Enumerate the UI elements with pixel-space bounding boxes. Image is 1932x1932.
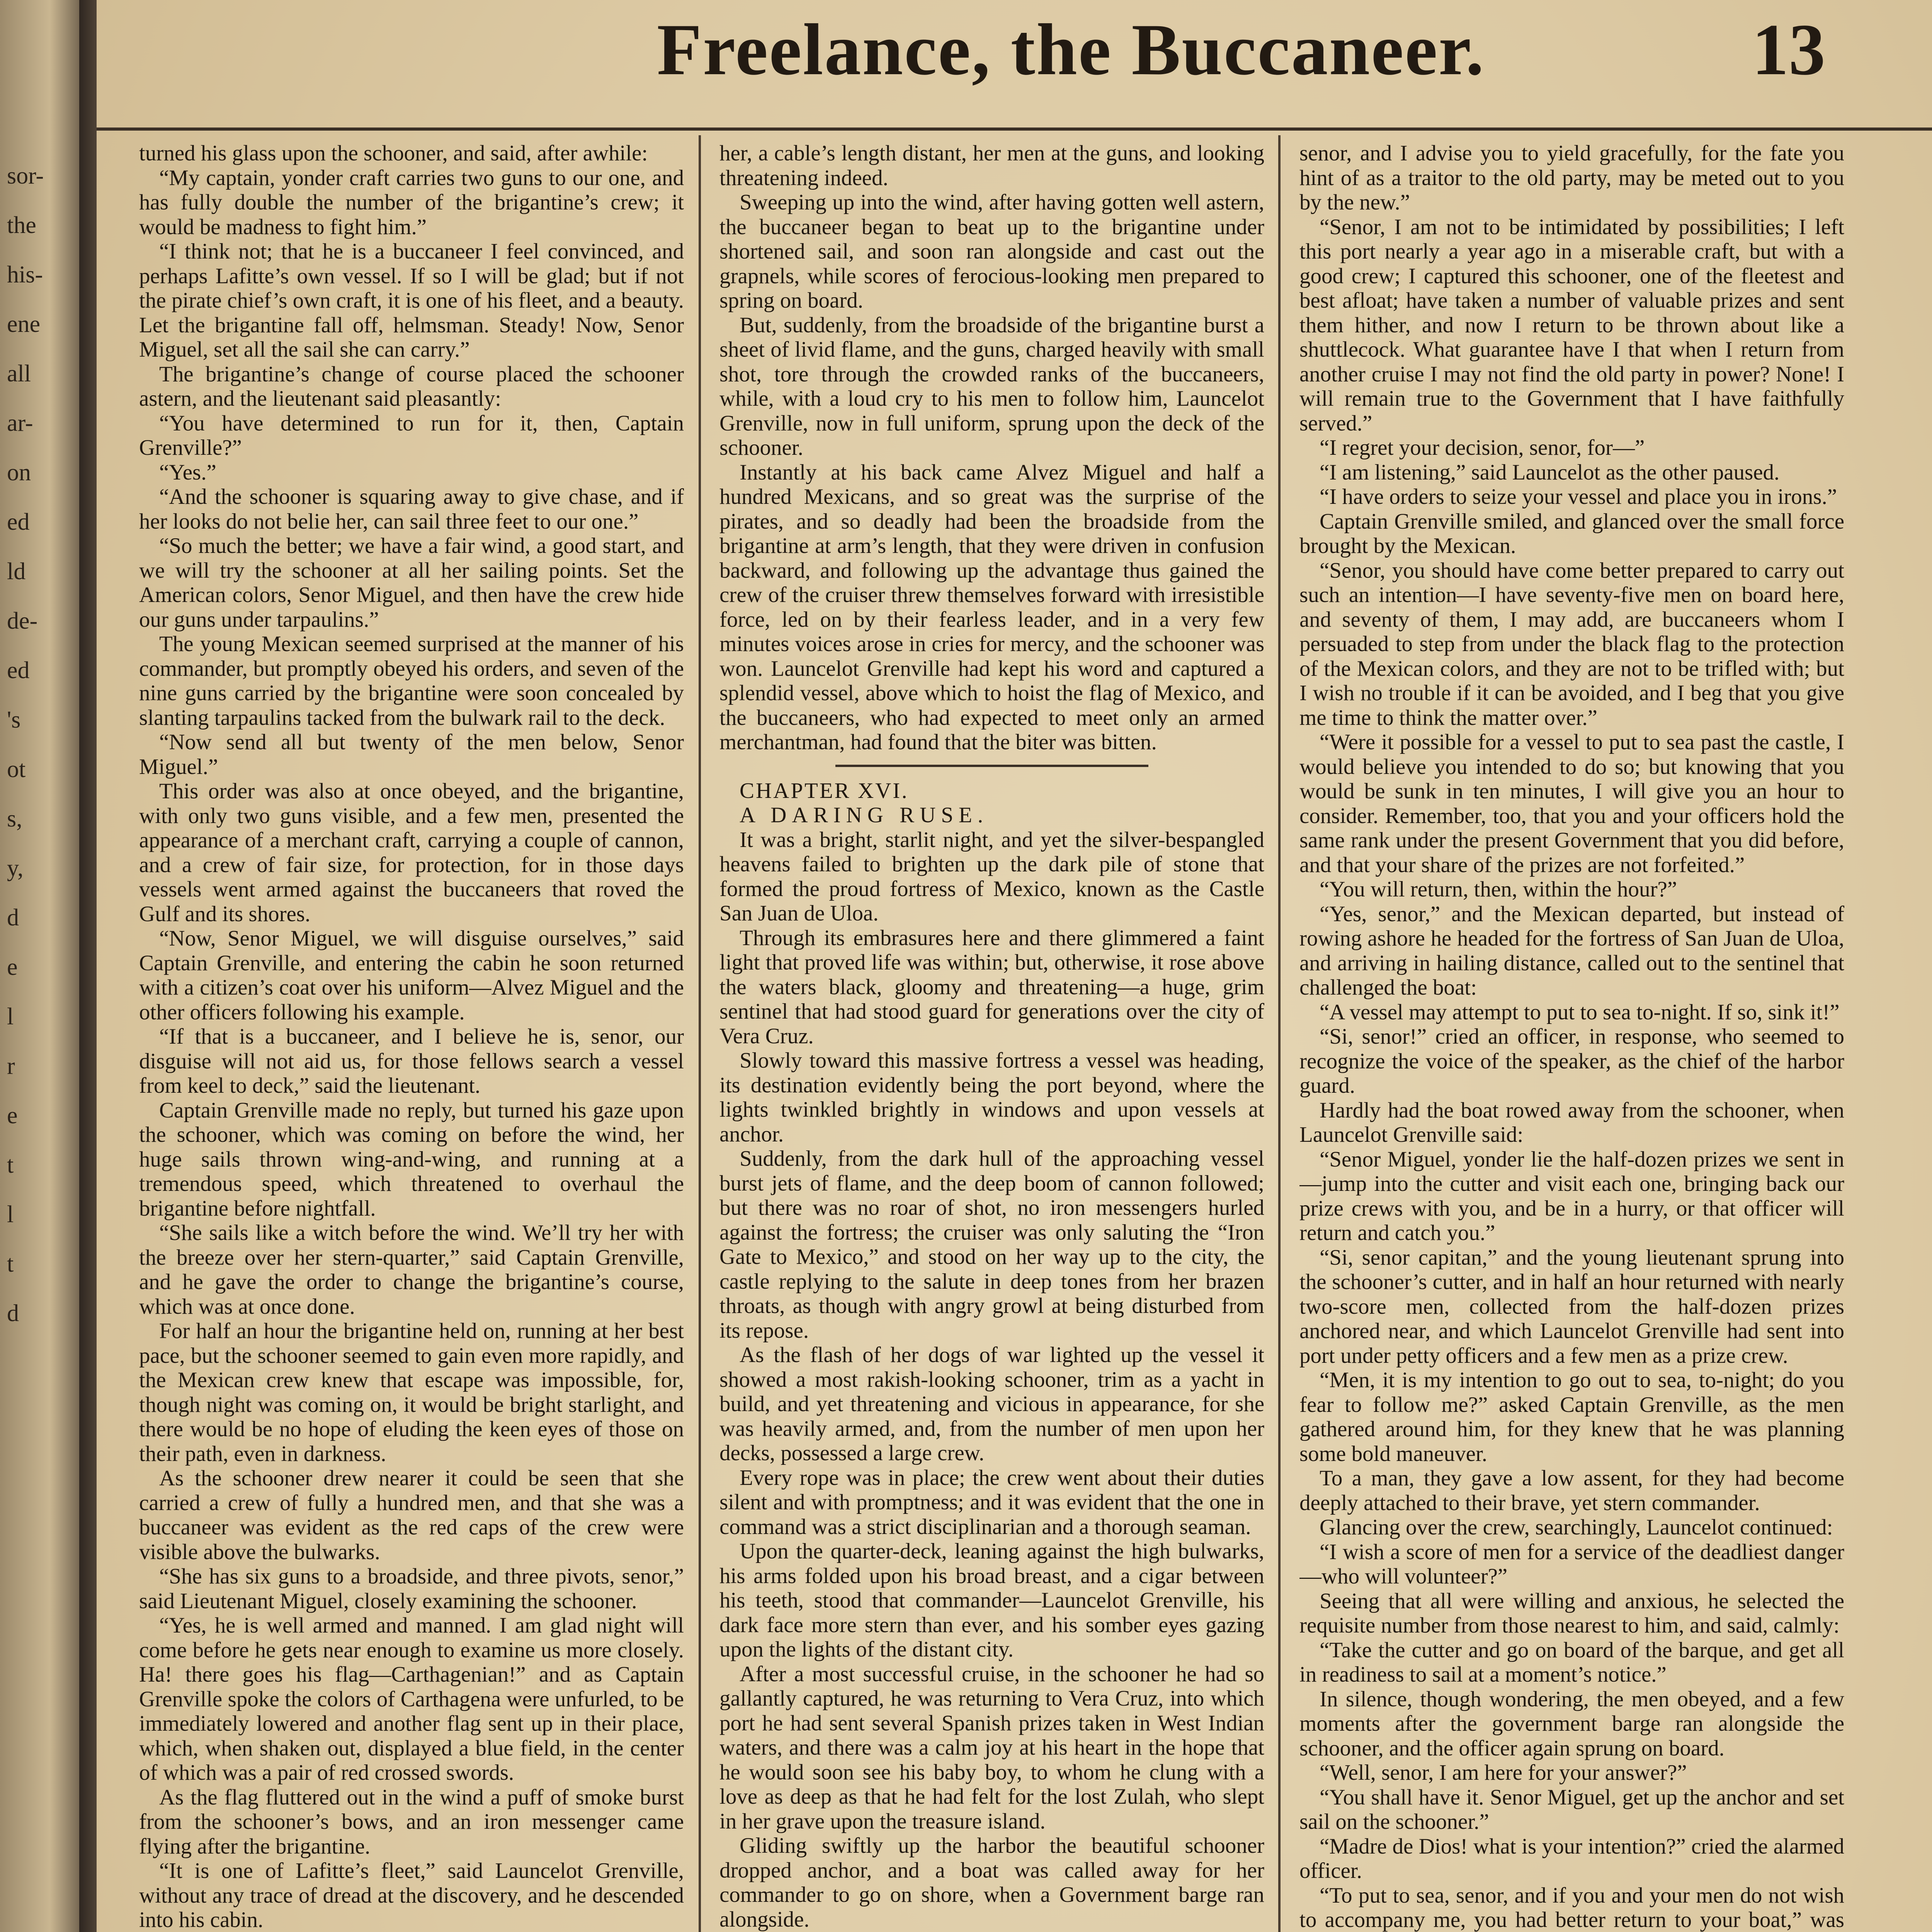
paragraph: “I think not; that he is a buccaneer I feel convinced, and perhaps Lafitte’s own vessel. If so I will be glad; but if not the pirate chief’s own craft, it is one of his fleet, and a beauty. Let the brigantine fall off, helmsman. Steady! Now, Senor Miguel, set all the sail she can carry.” xyxy=(139,239,684,362)
paragraph: “I regret your decision, senor, for—” xyxy=(1320,435,1645,460)
previous-page-fragment: e xyxy=(7,954,18,980)
page xyxy=(97,0,1932,1932)
paragraph: “If that is a buccaneer, and I believe he is, senor, our disguise will not aid us, for those fellows search a vessel from keel to deck,” said the lieutenant. xyxy=(139,1024,684,1098)
paragraph: “Well, senor, I am here for your answer?” xyxy=(1320,1760,1687,1785)
paragraph: “Take the cutter and go on board of the barque, and get all in readiness to sail at a moment’s notice.” xyxy=(1299,1638,1844,1687)
text-column-2 xyxy=(719,141,1264,1932)
paragraph: “Senor, you should have come better prepared to carry out such an intention—I have seventy-five men on board here, and seventy of them, I may add, are buccaneers whom I persuaded to step from under the black flag to the protection of the Mexican colors, and they are not to be trifled with; but I wish no trouble if it can be avoided, and I beg that you give me time to think the matter over.” xyxy=(1299,558,1844,730)
text-column-3 xyxy=(1299,141,1844,1932)
paragraph: “I have orders to seize your vessel and place you in irons.” xyxy=(1320,485,1837,509)
previous-page-fragment: ed xyxy=(7,657,30,684)
paragraph: Upon the quarter-deck, leaning against the high bulwarks, his arms folded upon his broad breast, and a cigar between his teeth, stood that commander—Launcelot Grenville, his dark face more stern than ever, and his somber eyes gazing upon the lights of the distant city. xyxy=(719,1539,1264,1662)
paragraph: “And the schooner is squaring away to give chase, and if her looks do not belie her, can sail three feet to our one.” xyxy=(139,485,684,534)
running-header xyxy=(97,0,1932,131)
text-column-1 xyxy=(139,141,684,1932)
previous-page-fragment: 's xyxy=(7,707,21,733)
previous-page-fragment: t xyxy=(7,1251,14,1277)
paragraph: “Yes.” xyxy=(159,460,216,485)
paragraph: “Now send all but twenty of the men below, Senor Miguel.” xyxy=(139,730,684,779)
paragraph: As the flag fluttered out in the wind a puff of smoke burst from the schooner’s bows, and an iron messenger came flying after the brigantine. xyxy=(139,1785,684,1859)
paragraph: her, a cable’s length distant, her men at the guns, and looking threatening indeed. xyxy=(719,141,1264,190)
paragraph: But, suddenly, from the broadside of the brigantine burst a sheet of livid flame, and the guns, charged heavily with small shot, tore through the crowded ranks of the buccaneers, while, with a loud cry to his men to follow him, Launcelot Grenville, now in full uniform, sprung upon the deck of the schooner. xyxy=(719,313,1264,460)
paragraph: Suddenly, from the dark hull of the approaching vessel burst jets of flame, and the deep boom of cannon followed; but there was no roar of shot, no iron messengers hurled against the fortress; the cruiser was only saluting the “Iron Gate to Mexico,” and stood on her way up to the city, the castle replying to the salute in deep tones from her brazen throats, as though with angry growl at being disturbed from its repose. xyxy=(719,1146,1264,1343)
paragraph: The brigantine’s change of course placed the schooner astern, and the lieutenant said pleasantly: xyxy=(139,362,684,411)
previous-page-fragment: l xyxy=(7,1201,14,1228)
paragraph: “Si, senor capitan,” and the young lieutenant sprung into the schooner’s cutter, and in half an hour returned with nearly two-score men, collected from the half-dozen prizes anchored near, and which Launcelot Grenville had sent into port under petty officers and a few men as a prize crew. xyxy=(1299,1245,1844,1368)
paragraph: Captain Grenville smiled, and glanced over the small force brought by the Mexican. xyxy=(1299,509,1844,558)
paragraph: “Yes, he is well armed and manned. I am glad night will come before he gets near enough to examine us more closely. Ha! there goes his flag—Carthagenian!” and as Captain Grenville spoke the colors of Carthagena were unfurled, to be immediately lowered and another flag sent up in their place, which, when shaken out, displayed a blue field, in the center of which was a pair of red crossed swords. xyxy=(139,1613,684,1785)
paragraph: “You shall have it. Senor Miguel, get up the anchor and set sail on the schooner.” xyxy=(1299,1785,1844,1834)
paragraph: “To put to sea, senor, and if you and your men do not wish to accompany me, you had better return to your boat,” was xyxy=(1299,1883,1844,1932)
previous-page-fragment: d xyxy=(7,905,19,931)
previous-page-fragment: t xyxy=(7,1152,14,1178)
previous-page-fragment: ot xyxy=(7,756,26,782)
previous-page-fragment: e xyxy=(7,1102,18,1129)
paragraph: “It is one of Lafitte’s fleet,” said Launcelot Grenville, without any trace of dread at the discovery, and he descended into his cabin. xyxy=(139,1859,684,1932)
paragraph: “My captain, yonder craft carries two guns to our one, and has fully double the number of the brigantine’s crew; it would be madness to fight him.” xyxy=(139,165,684,239)
previous-page-fragment: l xyxy=(7,1003,14,1030)
paragraph: “Senor Miguel, yonder lie the half-dozen prizes we sent in—jump into the cutter and visit each one, bringing back our prize crews with you, and be in a hurry, or that officer will return and catch you.” xyxy=(1299,1147,1844,1245)
paragraph: Sweeping up into the wind, after having gotten well astern, the buccaneer began to beat up to the brigantine under shortened sail, and soon ran alongside and cast out the grapnels, while scores of ferocious-looking men prepared to spring on board. xyxy=(719,190,1264,313)
previous-page-fragment: ar- xyxy=(7,410,33,436)
paragraph: Hardly had the boat rowed away from the schooner, when Launcelot Grenville said: xyxy=(1299,1098,1844,1147)
previous-page-fragment: r xyxy=(7,1053,15,1079)
previous-page-fragment: sor- xyxy=(7,163,44,189)
previous-page-fragment: on xyxy=(7,459,31,486)
previous-page-fragment: ed xyxy=(7,509,30,535)
paragraph: “Were it possible for a vessel to put to sea past the castle, I would believe you intended to do so; but knowing that you would be sunk in ten minutes, I will give you an hour to consider. Remember, too, that you and your officers hold the same rank under the present Government that you did before, and that your share of the prizes are not forfeited.” xyxy=(1299,730,1844,877)
paragraph: Gliding swiftly up the harbor the beautiful schooner dropped anchor, and a boat was called away for her commander to go on shore, when a Government barge ran alongside. xyxy=(719,1833,1264,1932)
paragraph: Captain Grenville made no reply, but turned his gaze upon the schooner, which was coming on before the wind, her huge sails thrown wing-and-wing, and running at a tremendous speed, which threatened to overhaul the brigantine before nightfall. xyxy=(139,1098,684,1221)
paragraph: “You have determined to run for it, then, Captain Grenville?” xyxy=(139,411,684,460)
previous-page-fragment: ene xyxy=(7,311,41,337)
previous-page-fragment: y, xyxy=(7,855,24,881)
paragraph: Through its embrasures here and there glimmered a faint light that proved life was within; but, otherwise, it rose above the waters black, gloomy and threatening—a huge, grim sentinel that had stood guard for generations over the city of Vera Cruz. xyxy=(719,925,1264,1048)
paragraph: “Yes, senor,” and the Mexican departed, but instead of rowing ashore he headed for the fortress of San Juan de Uloa, and arriving in hailing distance, called out to the sentinel that challenged the boat: xyxy=(1299,901,1844,1000)
column-rule xyxy=(1278,135,1281,1932)
paragraph: “She sails like a witch before the wind. We’ll try her with the breeze over her stern-quarter,” said Captain Grenville, and he gave the order to change the brigantine’s course, which was at once done. xyxy=(139,1221,684,1319)
previous-page-fragment: ld xyxy=(7,558,26,585)
paragraph: “I am listening,” said Launcelot as the other paused. xyxy=(1320,460,1780,485)
paragraph: “Si, senor!” cried an officer, in response, who seemed to recognize the voice of the speaker, as the chief of the harbor guard. xyxy=(1299,1024,1844,1098)
paragraph: “I wish a score of men for a service of the deadliest danger—who will volunteer?” xyxy=(1299,1539,1844,1588)
chapter-divider xyxy=(835,765,1148,767)
paragraph: In silence, though wondering, the men obeyed, and a few moments after the government barge ran alongside the schooner, and the officer again sprung on board. xyxy=(1299,1687,1844,1760)
previous-page-fragment: all xyxy=(7,361,31,387)
paragraph: “So much the better; we have a fair wind, a good start, and we will try the schooner at all her sailing points. Set the American colors, Senor Miguel, and then have the crew hide our guns under tarpaulins.” xyxy=(139,534,684,632)
paragraph: “A vessel may attempt to put to sea to-night. If so, sink it!” xyxy=(1320,1000,1840,1024)
chapter-heading: CHAPTER XVI. xyxy=(740,778,909,803)
paragraph: Instantly at his back came Alvez Miguel and half a hundred Mexicans, and so great was the surprise of the pirates, and so deadly had been the broadside from the brigantine at arm’s length, that they were driven in confusion backward, and following up the advantage thus gained the crew of the cruiser threw themselves forward with irresistible force, led on by their fearless leader, and in a very few minutes voices arose in cries for mercy, and the schooner was won. Launcelot Grenville had kept his word and captured a splendid vessel, above which to hoist the flag of Mexico, and the buccaneers, who had expected to meet only an armed merchantman, had found that the biter was bitten. xyxy=(719,460,1264,754)
paragraph: senor, and I advise you to yield gracefully, for the fate you hint of as a traitor to the old party, may be meted out to you by the new.” xyxy=(1299,141,1844,214)
running-title: Freelance, the Buccaneer. xyxy=(657,9,1485,90)
paragraph: “Now, Senor Miguel, we will disguise ourselves,” said Captain Grenville, and entering the cabin he soon returned with a citizen’s coat over his uniform—Alvez Miguel and the other officers following his example. xyxy=(139,926,684,1024)
paragraph: The young Mexican seemed surprised at the manner of his commander, but promptly obeyed his orders, and seven of the nine guns carried by the brigantine were soon concealed by slanting tarpaulins tacked from the bulwark rail to the deck. xyxy=(139,632,684,730)
paragraph: After a most successful cruise, in the schooner he had so gallantly captured, he was returning to Vera Cruz, into which port he had sent several Spanish prizes taken in West Indian waters, and there was a calm joy at his heart in the hope that he would soon see his baby boy, to whom he clung with a love as deep as that he had felt for the lost Zulah, who slept in her grave upon the treasure island. xyxy=(719,1662,1264,1833)
paragraph: It was a bright, starlit night, and yet the silver-bespangled heavens failed to brighten up the dark pile of stone that formed the proud fortress of Mexico, known as the Castle San Juan de Uloa. xyxy=(719,827,1264,925)
paragraph: turned his glass upon the schooner, and said, after awhile: xyxy=(139,141,648,165)
paragraph: Glancing over the crew, searchingly, Launcelot continued: xyxy=(1320,1515,1833,1539)
paragraph: As the schooner drew nearer it could be seen that she carried a crew of fully a hundred men, and that she was a buccaneer was evident as the red caps of the crew were visible above the bulwarks. xyxy=(139,1466,684,1564)
paragraph: “She has six guns to a broadside, and three pivots, senor,” said Lieutenant Miguel, closely examining the schooner. xyxy=(139,1564,684,1613)
paragraph: Every rope was in place; the crew went about their duties silent and with promptness; and it was evident that the one in command was a strict disciplinarian and a thorough seaman. xyxy=(719,1465,1264,1539)
paragraph: This order was also at once obeyed, and the brigantine, with only two guns visible, and a few men, presented the appearance of a merchant craft, carrying a couple of cannon, and a crew of fair size, for protection, for in those days vessels went armed against the buccaneers that roved the Gulf and its shores. xyxy=(139,779,684,926)
previous-page-fragment: d xyxy=(7,1300,19,1327)
paragraph: “You will return, then, within the hour?” xyxy=(1320,877,1677,901)
previous-page-fragment: his- xyxy=(7,262,43,288)
paragraph: “Senor, I am not to be intimidated by possibilities; I left this port nearly a year ago in a miserable craft, but with a good crew; I captured this schooner, one of the fleetest and best afloat; have taken a number of valuable prizes and sent them hither, and now I return to be thrown about like a shuttlecock. What guarantee have I that when I return from another cruise I may not find the old party in power? None! I will remain true to the Government that I have faithfully served.” xyxy=(1299,214,1844,435)
chapter-subtitle: A DARING RUSE. xyxy=(740,803,989,827)
paragraph: For half an hour the brigantine held on, running at her best pace, but the schooner seemed to gain even more rapidly, and the Mexican crew knew that escape was impossible, for, though night was coming on, it would be bright starlight, and there would be no hope of eluding the keen eyes of those on their path, even in darkness. xyxy=(139,1319,684,1466)
previous-page-fragment: the xyxy=(7,212,36,238)
paragraph: As the flash of her dogs of war lighted up the vessel it showed a most rakish-looking schooner, trim as a yacht in build, and yet threatening and vicious in appearance, for she was heavily armed, and, from the number of men upon her decks, possessed a large crew. xyxy=(719,1343,1264,1465)
column-rule xyxy=(699,135,701,1932)
previous-page-edge xyxy=(0,0,83,1932)
paragraph: “Men, it is my intention to go out to sea, to-night; do you fear to follow me?” asked Captain Grenville, as the men gathered around him, for they knew that he was planning some bold maneuver. xyxy=(1299,1368,1844,1466)
paragraph: “Madre de Dios! what is your intention?” cried the alarmed officer. xyxy=(1299,1834,1844,1883)
paragraph: To a man, they gave a low assent, for they had become deeply attached to their brave, yet stern commander. xyxy=(1299,1466,1844,1515)
previous-page-fragment: de- xyxy=(7,608,38,634)
previous-page-fragment: s, xyxy=(7,806,22,832)
paragraph: Seeing that all were willing and anxious, he selected the requisite number from those nearest to him, and said, calmly: xyxy=(1299,1588,1844,1638)
page-number: 13 xyxy=(1752,9,1825,90)
paragraph: Slowly toward this massive fortress a vessel was heading, its destination evidently being the port beyond, where the lights twinkled brightly in windows and upon vessels at anchor. xyxy=(719,1048,1264,1146)
